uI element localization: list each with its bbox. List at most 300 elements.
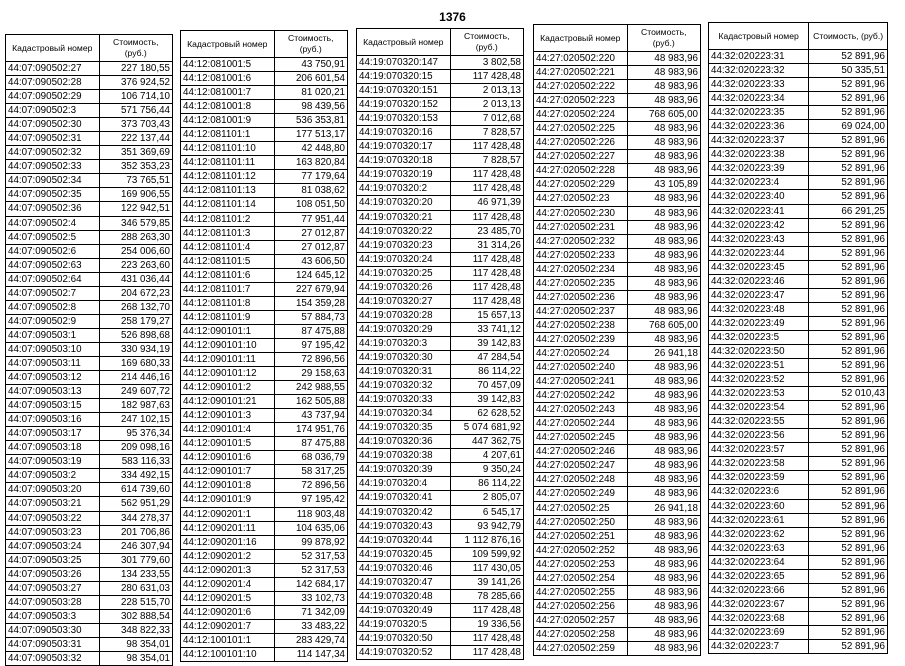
cost-cell: 117 428,48 <box>450 266 523 280</box>
table-row <box>534 599 701 613</box>
cost-cell: 583 116,33 <box>99 455 172 469</box>
cadastral-number-cell: 44:19:070320:3 <box>357 336 451 350</box>
cost-cell: 1 112 876,16 <box>450 533 523 547</box>
cost-cell: 117 428,48 <box>450 294 523 308</box>
table-row <box>357 126 524 140</box>
cadastral-number-cell: 44:12:090201:3 <box>181 563 275 577</box>
cost-cell: 47 284,54 <box>450 350 523 364</box>
cadastral-number-cell: 44:12:090101:5 <box>181 437 275 451</box>
table-row <box>534 164 701 178</box>
table-row <box>709 387 888 401</box>
cost-cell: 346 579,85 <box>99 216 172 230</box>
cadastral-number-cell: 44:27:020502:240 <box>534 361 628 375</box>
cadastral-number-cell: 44:12:090101:10 <box>181 338 275 352</box>
cadastral-number-cell: 44:12:090101:21 <box>181 395 275 409</box>
table-row <box>709 625 888 639</box>
cost-cell: 52 891,96 <box>809 330 888 344</box>
cost-cell: 48 983,96 <box>627 557 700 571</box>
cadastral-number-cell: 44:19:070320:19 <box>357 168 451 182</box>
table-row <box>709 232 888 246</box>
table-row <box>357 98 524 112</box>
cost-cell: 86 114,22 <box>450 477 523 491</box>
table-row <box>357 280 524 294</box>
cost-cell: 52 891,96 <box>809 92 888 106</box>
table-row <box>181 549 348 563</box>
cadastral-number-cell: 44:12:081101:12 <box>181 170 275 184</box>
cadastral-number-cell: 44:07:090502:32 <box>6 146 100 160</box>
table-row <box>6 371 173 385</box>
table-row <box>6 76 173 90</box>
cost-cell: 43 606,50 <box>274 254 347 268</box>
cadastral-number-cell: 44:19:070320:18 <box>357 154 451 168</box>
cost-cell: 48 983,96 <box>627 192 700 206</box>
table-row <box>357 238 524 252</box>
table-row <box>357 252 524 266</box>
cadastral-number-cell: 44:19:070320:5 <box>357 617 451 631</box>
cost-cell: 177 513,17 <box>274 128 347 142</box>
table-row <box>534 459 701 473</box>
cost-cell: 48 983,96 <box>627 431 700 445</box>
cadastral-number-cell: 44:07:090502:33 <box>6 160 100 174</box>
table-row <box>357 322 524 336</box>
table-row <box>534 234 701 248</box>
cost-cell: 52 891,96 <box>809 50 888 64</box>
table-row <box>181 535 348 549</box>
header-cadastral-number: Кадастровый номер <box>534 25 628 52</box>
cost-cell: 351 369,69 <box>99 146 172 160</box>
cadastral-number-cell: 44:27:020502:228 <box>534 164 628 178</box>
cost-cell: 344 278,37 <box>99 511 172 525</box>
table-row <box>357 589 524 603</box>
cost-cell: 70 457,09 <box>450 379 523 393</box>
cost-cell: 614 739,60 <box>99 483 172 497</box>
table-row <box>6 427 173 441</box>
cadastral-number-cell: 44:12:081001:8 <box>181 100 275 114</box>
table-row <box>709 611 888 625</box>
table-row <box>6 553 173 567</box>
table-row <box>709 583 888 597</box>
table-row <box>534 613 701 627</box>
cost-cell: 209 098,16 <box>99 441 172 455</box>
table-row <box>181 619 348 633</box>
cadastral-number-cell: 44:12:090101:9 <box>181 493 275 507</box>
cost-cell: 288 263,30 <box>99 230 172 244</box>
header-cadastral-number: Кадастровый номер <box>709 23 809 50</box>
cadastral-number-cell: 44:19:070320:2 <box>357 182 451 196</box>
table-row <box>534 304 701 318</box>
cadastral-number-cell: 44:19:070320:50 <box>357 631 451 645</box>
cost-cell: 163 820,84 <box>274 156 347 170</box>
cadastral-number-cell: 44:12:081101:6 <box>181 268 275 282</box>
table-row <box>709 246 888 260</box>
cadastral-number-cell: 44:07:090503:20 <box>6 483 100 497</box>
table-row <box>181 254 348 268</box>
table-row <box>181 605 348 619</box>
cadastral-number-cell: 44:12:081101:3 <box>181 226 275 240</box>
cadastral-number-cell: 44:32:020223:66 <box>709 583 809 597</box>
cost-cell: 52 891,96 <box>809 429 888 443</box>
table-row <box>534 248 701 262</box>
cost-cell: 19 336,56 <box>450 617 523 631</box>
table-row <box>709 64 888 78</box>
table-row <box>6 651 173 665</box>
cadastral-number-cell: 44:07:090502:29 <box>6 90 100 104</box>
cost-cell: 48 983,96 <box>627 290 700 304</box>
table-row <box>357 449 524 463</box>
cadastral-number-cell: 44:27:020502:225 <box>534 122 628 136</box>
cadastral-number-cell: 44:27:020502:245 <box>534 431 628 445</box>
cost-cell: 2 013,13 <box>450 84 523 98</box>
cost-cell: 431 036,44 <box>99 272 172 286</box>
cadastral-number-cell: 44:12:081001:6 <box>181 72 275 86</box>
cadastral-number-cell: 44:27:020502:259 <box>534 641 628 655</box>
cost-cell: 43 750,91 <box>274 58 347 72</box>
cadastral-number-cell: 44:19:070320:42 <box>357 505 451 519</box>
table-row <box>6 525 173 539</box>
table-row <box>534 136 701 150</box>
cost-cell: 106 714,10 <box>99 90 172 104</box>
cost-cell: 52 891,96 <box>809 373 888 387</box>
cost-table-5 <box>708 22 888 654</box>
cost-cell: 2 013,13 <box>450 98 523 112</box>
cadastral-number-cell: 44:12:081101:5 <box>181 254 275 268</box>
cadastral-number-cell: 44:32:020223:51 <box>709 359 809 373</box>
cadastral-number-cell: 44:07:090502:8 <box>6 300 100 314</box>
cadastral-number-cell: 44:12:081101:14 <box>181 198 275 212</box>
table-row <box>357 154 524 168</box>
table-row <box>181 409 348 423</box>
table-row <box>709 639 888 653</box>
cadastral-number-cell: 44:19:070320:22 <box>357 224 451 238</box>
table-row <box>709 134 888 148</box>
table-row <box>181 479 348 493</box>
table-row <box>6 258 173 272</box>
cost-table-3 <box>356 28 524 660</box>
table-row <box>709 541 888 555</box>
table-row <box>534 192 701 206</box>
table-row <box>709 597 888 611</box>
table-row <box>534 150 701 164</box>
cadastral-number-cell: 44:12:090201:7 <box>181 619 275 633</box>
cost-cell: 72 896,56 <box>274 352 347 366</box>
table-row <box>534 445 701 459</box>
table-row <box>709 120 888 134</box>
cadastral-number-cell: 44:19:070320:44 <box>357 533 451 547</box>
header-cadastral-number: Кадастровый номер <box>357 29 451 56</box>
table-row <box>709 316 888 330</box>
table-row <box>6 581 173 595</box>
table-row <box>6 300 173 314</box>
cost-cell: 301 779,60 <box>99 553 172 567</box>
cost-cell: 52 891,96 <box>809 344 888 358</box>
cadastral-number-cell: 44:27:020502:23 <box>534 192 628 206</box>
cost-cell: 134 233,55 <box>99 567 172 581</box>
cadastral-number-cell: 44:19:070320:36 <box>357 435 451 449</box>
table-row <box>181 296 348 310</box>
cost-cell: 99 878,92 <box>274 535 347 549</box>
table-row <box>357 393 524 407</box>
cadastral-number-cell: 44:12:081001:5 <box>181 58 275 72</box>
cost-cell: 768 605,00 <box>627 108 700 122</box>
cadastral-number-cell: 44:32:020223:7 <box>709 639 809 653</box>
cost-cell: 7 828,57 <box>450 126 523 140</box>
cost-cell: 348 822,33 <box>99 623 172 637</box>
cadastral-number-cell: 44:32:020223:33 <box>709 78 809 92</box>
table-row <box>534 571 701 585</box>
cost-cell: 5 074 681,92 <box>450 421 523 435</box>
table-row <box>181 338 348 352</box>
cost-cell: 31 314,26 <box>450 238 523 252</box>
table-row <box>6 314 173 328</box>
cadastral-number-cell: 44:07:090503:13 <box>6 385 100 399</box>
table-row <box>357 505 524 519</box>
cadastral-number-cell: 44:07:090502:63 <box>6 258 100 272</box>
cost-cell: 562 951,29 <box>99 497 172 511</box>
cost-cell: 48 983,96 <box>627 389 700 403</box>
cost-cell: 26 941,18 <box>627 501 700 515</box>
table-row <box>181 72 348 86</box>
cost-cell: 52 891,96 <box>809 583 888 597</box>
table-row <box>534 487 701 501</box>
cadastral-number-cell: 44:12:090201:5 <box>181 591 275 605</box>
cadastral-number-cell: 44:27:020502:249 <box>534 487 628 501</box>
cadastral-number-cell: 44:19:070320:4 <box>357 477 451 491</box>
cost-cell: 206 601,54 <box>274 72 347 86</box>
cost-cell: 352 353,23 <box>99 160 172 174</box>
cadastral-number-cell: 44:27:020502:229 <box>534 178 628 192</box>
cost-cell: 33 741,12 <box>450 322 523 336</box>
cost-cell: 117 428,48 <box>450 168 523 182</box>
cadastral-number-cell: 44:32:020223:47 <box>709 288 809 302</box>
cost-cell: 26 941,18 <box>627 346 700 360</box>
cadastral-number-cell: 44:19:070320:39 <box>357 463 451 477</box>
table-row <box>181 507 348 521</box>
table-row <box>181 423 348 437</box>
table-row <box>181 465 348 479</box>
cadastral-number-cell: 44:19:070320:30 <box>357 350 451 364</box>
cadastral-number-cell: 44:19:070320:17 <box>357 140 451 154</box>
cadastral-number-cell: 44:32:020223:40 <box>709 190 809 204</box>
cost-cell: 48 983,96 <box>627 234 700 248</box>
header-cadastral-number: Кадастровый номер <box>6 35 100 62</box>
table-row <box>534 529 701 543</box>
cadastral-number-cell: 44:19:070320:23 <box>357 238 451 252</box>
table-row <box>357 294 524 308</box>
cost-cell: 52 891,96 <box>809 485 888 499</box>
cadastral-number-cell: 44:32:020223:50 <box>709 344 809 358</box>
cost-cell: 48 983,96 <box>627 361 700 375</box>
table-row <box>534 431 701 445</box>
cadastral-number-cell: 44:07:090502:64 <box>6 272 100 286</box>
cost-cell: 46 971,39 <box>450 196 523 210</box>
cadastral-number-cell: 44:19:070320:16 <box>357 126 451 140</box>
cadastral-number-cell: 44:32:020223:38 <box>709 148 809 162</box>
cadastral-number-cell: 44:27:020502:256 <box>534 599 628 613</box>
cost-cell: 48 983,96 <box>627 164 700 178</box>
table-row <box>181 184 348 198</box>
cadastral-number-cell: 44:07:090503:19 <box>6 455 100 469</box>
cost-cell: 52 317,53 <box>274 549 347 563</box>
cost-cell: 52 891,96 <box>809 134 888 148</box>
table-row <box>709 457 888 471</box>
cadastral-number-cell: 44:27:020502:251 <box>534 529 628 543</box>
cadastral-number-cell: 44:19:070320:31 <box>357 365 451 379</box>
table-row <box>6 160 173 174</box>
cost-cell: 33 102,73 <box>274 591 347 605</box>
cadastral-number-cell: 44:07:090502:36 <box>6 202 100 216</box>
cadastral-number-cell: 44:27:020502:231 <box>534 220 628 234</box>
cost-table-2 <box>180 30 348 662</box>
table-row <box>357 266 524 280</box>
cadastral-number-cell: 44:32:020223:57 <box>709 443 809 457</box>
table-row <box>6 272 173 286</box>
table-row <box>181 563 348 577</box>
table-row <box>181 395 348 409</box>
table-row <box>534 375 701 389</box>
cost-cell: 117 430,05 <box>450 561 523 575</box>
cadastral-number-cell: 44:07:090503:26 <box>6 567 100 581</box>
cost-cell: 9 350,24 <box>450 463 523 477</box>
cost-cell: 52 891,96 <box>809 611 888 625</box>
table-row <box>534 122 701 136</box>
cadastral-number-cell: 44:32:020223:36 <box>709 120 809 134</box>
cost-cell: 98 354,01 <box>99 651 172 665</box>
table-row <box>357 435 524 449</box>
cost-cell: 86 114,22 <box>450 365 523 379</box>
cost-cell: 48 983,96 <box>627 80 700 94</box>
cost-cell: 68 036,79 <box>274 451 347 465</box>
cadastral-number-cell: 44:27:020502:224 <box>534 108 628 122</box>
cost-cell: 222 137,44 <box>99 132 172 146</box>
cost-cell: 258 179,27 <box>99 314 172 328</box>
cost-cell: 81 038,62 <box>274 184 347 198</box>
table-row <box>357 533 524 547</box>
table-row <box>6 104 173 118</box>
cost-cell: 52 891,96 <box>809 555 888 569</box>
cost-cell: 98 439,56 <box>274 100 347 114</box>
table-row <box>6 118 173 132</box>
table-row <box>181 86 348 100</box>
cadastral-number-cell: 44:32:020223:65 <box>709 569 809 583</box>
cost-cell: 117 428,48 <box>450 182 523 196</box>
cost-cell: 48 983,96 <box>627 473 700 487</box>
table-row <box>709 176 888 190</box>
cost-cell: 52 891,96 <box>809 106 888 120</box>
cost-cell: 117 428,48 <box>450 210 523 224</box>
cost-cell: 33 483,22 <box>274 619 347 633</box>
cadastral-number-cell: 44:07:090503:28 <box>6 595 100 609</box>
table-row <box>181 128 348 142</box>
cost-cell: 27 012,87 <box>274 240 347 254</box>
cost-cell: 242 988,55 <box>274 381 347 395</box>
cadastral-number-cell: 44:19:070320:34 <box>357 407 451 421</box>
cost-cell: 48 983,96 <box>627 206 700 220</box>
cost-cell: 246 307,94 <box>99 539 172 553</box>
cost-cell: 48 983,96 <box>627 543 700 557</box>
cadastral-number-cell: 44:07:090503:2 <box>6 469 100 483</box>
cadastral-number-cell: 44:07:090503:18 <box>6 441 100 455</box>
table-row <box>181 58 348 72</box>
page-number: 1376 <box>439 10 466 24</box>
table-row <box>357 491 524 505</box>
cadastral-number-cell: 44:32:020223:45 <box>709 260 809 274</box>
table-row <box>6 609 173 623</box>
cost-cell: 7 012,68 <box>450 112 523 126</box>
cost-cell: 104 635,06 <box>274 521 347 535</box>
cost-cell: 204 672,23 <box>99 286 172 300</box>
table-row <box>357 308 524 322</box>
cost-cell: 227 679,94 <box>274 282 347 296</box>
cadastral-number-cell: 44:27:020502:243 <box>534 403 628 417</box>
cadastral-number-cell: 44:07:090502:27 <box>6 62 100 76</box>
table-row <box>6 188 173 202</box>
cadastral-number-cell: 44:07:090503:1 <box>6 328 100 342</box>
cadastral-number-cell: 44:07:090502:4 <box>6 216 100 230</box>
cost-cell: 97 195,42 <box>274 338 347 352</box>
table-row <box>6 441 173 455</box>
cadastral-number-cell: 44:27:020502:220 <box>534 52 628 66</box>
table-row <box>6 385 173 399</box>
cost-cell: 48 983,96 <box>627 515 700 529</box>
cost-cell: 43 737,94 <box>274 409 347 423</box>
cadastral-number-cell: 44:27:020502:222 <box>534 80 628 94</box>
table-row <box>357 70 524 84</box>
cost-cell: 117 428,48 <box>450 603 523 617</box>
table-row <box>357 547 524 561</box>
table-row <box>709 274 888 288</box>
cadastral-number-cell: 44:27:020502:258 <box>534 627 628 641</box>
cost-cell: 48 983,96 <box>627 445 700 459</box>
cadastral-number-cell: 44:19:070320:38 <box>357 449 451 463</box>
cadastral-number-cell: 44:07:090503:25 <box>6 553 100 567</box>
table-row <box>6 132 173 146</box>
table-row <box>709 78 888 92</box>
table-row <box>181 437 348 451</box>
cost-cell: 48 983,96 <box>627 585 700 599</box>
table-row <box>181 100 348 114</box>
cost-cell: 118 903,48 <box>274 507 347 521</box>
cost-cell: 283 429,74 <box>274 633 347 647</box>
cost-cell: 48 983,96 <box>627 571 700 585</box>
table-row <box>6 90 173 104</box>
cadastral-number-cell: 44:07:090503:23 <box>6 525 100 539</box>
cost-cell: 48 983,96 <box>627 487 700 501</box>
cadastral-number-cell: 44:12:090101:2 <box>181 381 275 395</box>
cost-cell: 376 924,52 <box>99 76 172 90</box>
cost-cell: 48 983,96 <box>627 375 700 389</box>
cost-cell: 48 983,96 <box>627 403 700 417</box>
cadastral-number-cell: 44:27:020502:247 <box>534 459 628 473</box>
cost-cell: 536 353,81 <box>274 114 347 128</box>
cadastral-number-cell: 44:19:070320:26 <box>357 280 451 294</box>
cost-cell: 52 891,96 <box>809 148 888 162</box>
cost-cell: 48 983,96 <box>627 304 700 318</box>
table-row <box>534 94 701 108</box>
cadastral-number-cell: 44:07:090503:16 <box>6 413 100 427</box>
table-row <box>181 633 348 647</box>
cadastral-number-cell: 44:19:070320:27 <box>357 294 451 308</box>
cadastral-number-cell: 44:27:020502:237 <box>534 304 628 318</box>
cost-cell: 109 599,92 <box>450 547 523 561</box>
table-row <box>534 80 701 94</box>
cost-cell: 97 195,42 <box>274 493 347 507</box>
cadastral-number-cell: 44:12:090101:6 <box>181 451 275 465</box>
table-row <box>709 429 888 443</box>
table-row <box>6 146 173 160</box>
cost-cell: 122 942,51 <box>99 202 172 216</box>
cadastral-number-cell: 44:19:070320:152 <box>357 98 451 112</box>
cost-cell: 48 983,96 <box>627 52 700 66</box>
